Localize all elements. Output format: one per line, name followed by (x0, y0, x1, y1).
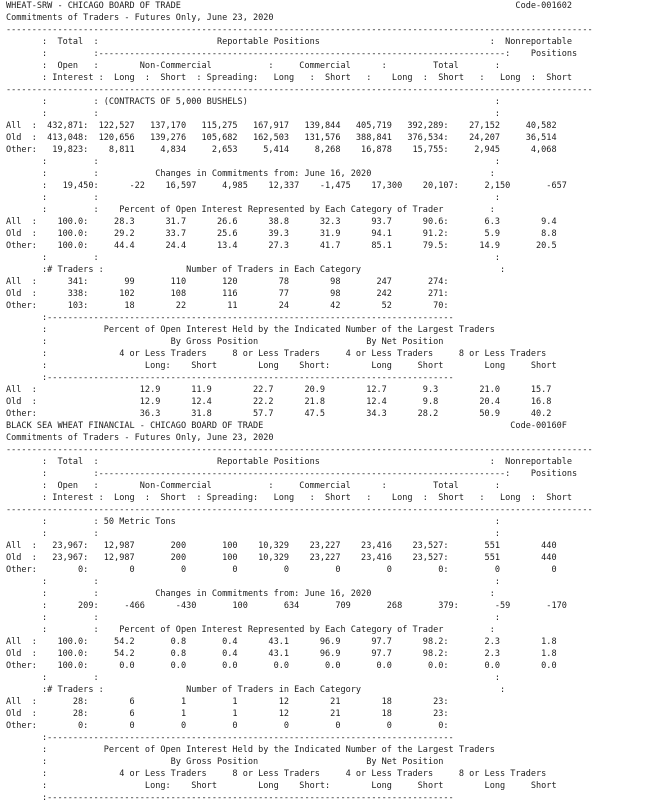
report-line: All : 28: 6 1 1 12 21 18 23: (6, 697, 449, 707)
report-line: All : 432,871: 122,527 137,170 115,275 167,917 139,844 405,719 392,289: 27,152 40,582 (6, 121, 557, 131)
report-line: Other: 19,823: 8,811 4,834 2,653 5,414 8,268 16,878 15,755: 2,945 4,068 (6, 145, 557, 155)
report-line: : 4 or Less Traders 8 or Less Traders 4 or Less Traders 8 or Less Traders (6, 769, 547, 779)
report-line: : : Percent of Open Interest Represented by Each Category of Trader : (6, 205, 495, 215)
cot-report-document (6, 0, 646, 800)
report-line: : Percent of Open Interest Held by the Indicated Number of the Largest Traders (6, 745, 495, 755)
report-line: Old : 23,967: 12,987 200 100 10,329 23,227 23,416 23,527: 551 440 (6, 553, 557, 563)
report-line: All : 100.0: 54.2 0.8 0.4 43.1 96.9 97.7 98.2: 2.3 1.8 (6, 637, 557, 647)
report-line: : : : (6, 157, 500, 167)
report-line: Old : 413,048: 120,656 139,276 105,682 162,503 131,576 388,841 376,534: 24,207 36,514 (6, 133, 557, 143)
report-line: BLACK SEA WHEAT FINANCIAL - CHICAGO BOARD OF TRADE Code-00160F (6, 421, 567, 431)
report-line: Old : 100.0: 29.2 33.7 25.6 39.3 31.9 94.1 91.2: 5.9 8.8 (6, 229, 557, 239)
report-line: ------------------------------------------------------------------------------------------------------------------ (6, 505, 593, 515)
report-line: : : : (6, 109, 500, 119)
report-line: Commitments of Traders - Futures Only, June 23, 2020 (6, 433, 274, 443)
report-line: ------------------------------------------------------------------------------------------------------------------ (6, 85, 593, 95)
report-line: Other: 0: 0 0 0 0 0 0 0: (6, 721, 449, 731)
report-line: All : 23,967: 12,987 200 100 10,329 23,227 23,416 23,527: 551 440 (6, 541, 557, 551)
report-line: : Open : Non-Commercial : Commercial : Total : (6, 61, 500, 71)
report-line: : 4 or Less Traders 8 or Less Traders 4 or Less Traders 8 or Less Traders (6, 349, 547, 359)
report-line: : Long: Short Long Short: Long Short Long Short (6, 781, 557, 791)
report-line: : :-------------------------------------------------------------------------------: Positions (6, 49, 578, 59)
report-line: ------------------------------------------------------------------------------------------------------------------ (6, 445, 593, 455)
report-line: :# Traders : Number of Traders in Each Category : (6, 265, 506, 275)
report-line: Commitments of Traders - Futures Only, June 23, 2020 (6, 13, 274, 23)
report-line: : : : (6, 253, 500, 263)
report-line: : Long: Short Long Short: Long Short Long Short (6, 361, 557, 371)
report-line: : : Percent of Open Interest Represented by Each Category of Trader : (6, 625, 495, 635)
report-line: : Total : Reportable Positions : Nonreportable (6, 37, 573, 47)
report-line: : By Gross Position By Net Position (6, 757, 444, 767)
report-line: : : 50 Metric Tons : (6, 517, 500, 527)
report-line: :------------------------------------------------------------------------------- (6, 793, 454, 800)
report-line: Other: 0: 0 0 0 0 0 0 0: 0 0 (6, 565, 557, 575)
report-line: :------------------------------------------------------------------------------- (6, 373, 454, 383)
report-line: : 209: -466 -430 100 634 709 268 379: -59 -170 (6, 601, 567, 611)
report-line: : Percent of Open Interest Held by the Indicated Number of the Largest Traders (6, 325, 495, 335)
report-line: Old : 28: 6 1 1 12 21 18 23: (6, 709, 449, 719)
report-line: : : Changes in Commitments from: June 16, 2020 : (6, 589, 495, 599)
report-line: All : 100.0: 28.3 31.7 26.6 38.8 32.3 93.7 90.6: 6.3 9.4 (6, 217, 557, 227)
report-line: : : : (6, 673, 500, 683)
report-line: Old : 338: 102 108 116 77 98 242 271: (6, 289, 449, 299)
report-line: All : 12.9 11.9 22.7 20.9 12.7 9.3 21.0 15.7 (6, 385, 552, 395)
report-line: WHEAT-SRW - CHICAGO BOARD OF TRADE Code-001602 (6, 1, 573, 11)
report-line: Other: 100.0: 0.0 0.0 0.0 0.0 0.0 0.0 0.0: 0.0 0.0 (6, 661, 557, 671)
report-line: Old : 12.9 12.4 22.2 21.8 12.4 9.8 20.4 16.8 (6, 397, 552, 407)
report-line: : 19,450: -22 16,597 4,985 12,337 -1,475 17,300 20,107: 2,150 -657 (6, 181, 567, 191)
report-line: : : (CONTRACTS OF 5,000 BUSHELS) : (6, 97, 500, 107)
report-line: : Total : Reportable Positions : Nonreportable (6, 457, 573, 467)
report-line: Other: 36.3 31.8 57.7 47.5 34.3 28.2 50.9 40.2 (6, 409, 552, 419)
report-line: :------------------------------------------------------------------------------- (6, 733, 454, 743)
report-line: :------------------------------------------------------------------------------- (6, 313, 454, 323)
report-line: : Open : Non-Commercial : Commercial : Total : (6, 481, 500, 491)
report-line: : : Changes in Commitments from: June 16, 2020 : (6, 169, 495, 179)
report-line: :# Traders : Number of Traders in Each Category : (6, 685, 506, 695)
report-line: : : : (6, 529, 500, 539)
report-line: : : : (6, 577, 500, 587)
report-line: All : 341: 99 110 120 78 98 247 274: (6, 277, 449, 287)
report-line: Old : 100.0: 54.2 0.8 0.4 43.1 96.9 97.7 98.2: 2.3 1.8 (6, 649, 557, 659)
report-line: : : : (6, 613, 500, 623)
report-line: : : : (6, 193, 500, 203)
report-line: : By Gross Position By Net Position (6, 337, 444, 347)
report-line: : Interest : Long : Short : Spreading: Long : Short : Long : Short : Long : Short (6, 73, 573, 83)
report-line: ------------------------------------------------------------------------------------------------------------------ (6, 25, 593, 35)
report-line: Other: 103: 18 22 11 24 42 52 70: (6, 301, 449, 311)
report-line: : Interest : Long : Short : Spreading: Long : Short : Long : Short : Long : Short (6, 493, 573, 503)
report-line: Other: 100.0: 44.4 24.4 13.4 27.3 41.7 85.1 79.5: 14.9 20.5 (6, 241, 557, 251)
report-line: : :-------------------------------------------------------------------------------: Positions (6, 469, 578, 479)
